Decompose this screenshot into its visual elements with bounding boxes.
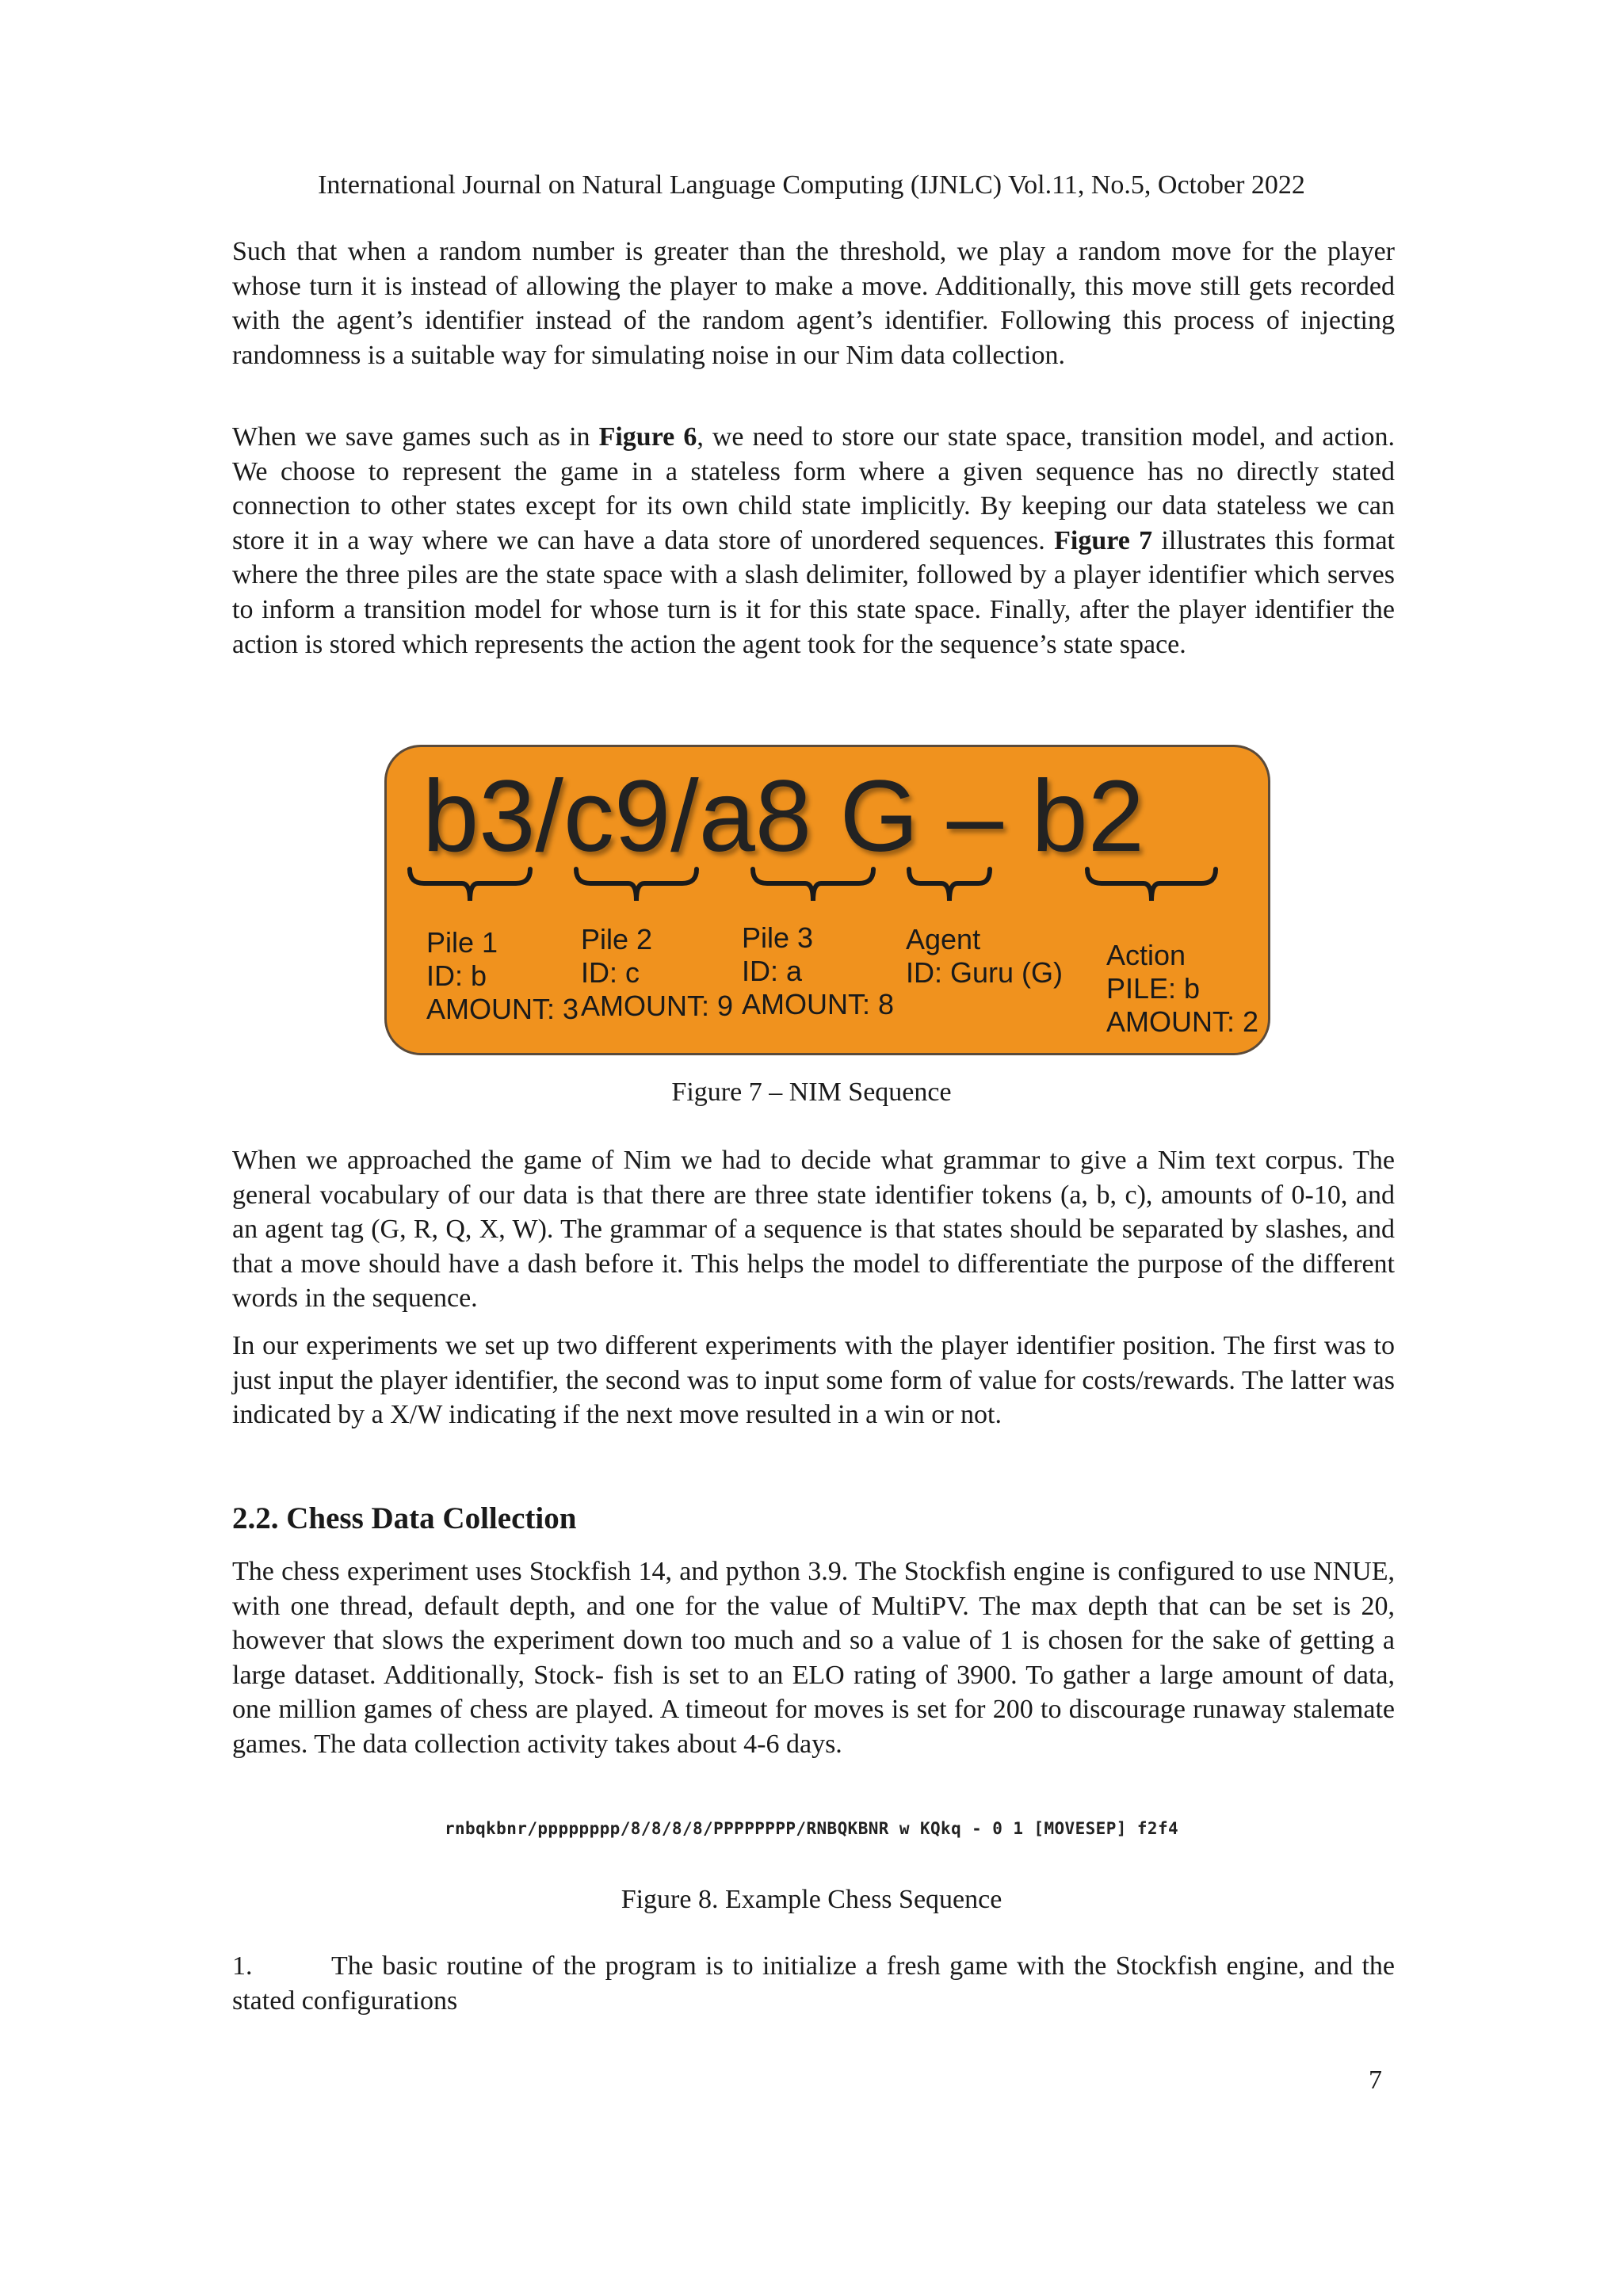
- label-id: ID: Guru (G): [906, 956, 1064, 989]
- figure-7-caption: Figure 7 – NIM Sequence: [671, 1077, 952, 1107]
- list-text: The basic routine of the program is to initialize a fresh game with the Stockfish engine, and the stated configurations: [232, 1951, 1395, 2016]
- brace-icon: [1084, 866, 1219, 907]
- paragraph-text: When we save games such as in: [232, 422, 599, 452]
- figure-8-caption: Figure 8. Example Chess Sequence: [621, 1885, 1002, 1914]
- nim-sequence-figure: [384, 745, 1270, 1055]
- label-pile-1: [426, 926, 579, 1026]
- list-item: [232, 1949, 1395, 2018]
- label-title: Pile 3: [742, 921, 814, 954]
- page-number: 7: [1369, 2065, 1382, 2095]
- label-id: ID: a: [742, 955, 803, 987]
- label-agent: [906, 923, 1063, 990]
- label-title: Pile 2: [581, 923, 653, 955]
- brace-icon: [906, 866, 993, 907]
- chess-sequence-figure: rnbqkbnr/pppppppp/8/8/8/8/PPPPPPPP/RNBQKBNR w KQkq - 0 1 [MOVESEP] f2f4: [444, 1819, 1179, 1838]
- list-number: 1.: [232, 1951, 253, 1981]
- label-title: Action: [1106, 939, 1186, 971]
- label-pile: PILE: b: [1106, 972, 1201, 1005]
- brace-icon: [573, 866, 700, 907]
- brace-icon: [750, 866, 876, 907]
- paragraph-stateless-format: [232, 420, 1395, 662]
- label-pile-3: [742, 921, 894, 1021]
- label-amount: AMOUNT: 8: [742, 988, 895, 1020]
- paragraph-text: illustrates this format where the three piles are the state space with a slash delimiter, followed by a player identifier which serves to inform a transition model for whose turn is it for this state space. Finally, after the player identifier the action is stored which represents the action the agent took for the sequence’s state space.: [232, 525, 1395, 659]
- paragraph-text: , we need to store our state space, transition model, and action. We choose to represent the game in a stateless form where a given sequence has no directly stated connection to other states except for its own child state implicitly. By keeping our data stateless we can store it in a way where we can have a data store of unordered sequences.: [232, 422, 1395, 555]
- label-amount: AMOUNT: 9: [581, 990, 734, 1022]
- brace-icon: [407, 866, 533, 907]
- paragraph-grammar: When we approached the game of Nim we had to decide what grammar to give a Nim text corpus. The general vocabulary of our data is that there are three state identifier tokens (a, b, c), amounts of 0-10, and an agent tag (G, R, Q, X, W). The grammar of a sequence is that states should be separated by slashes, and that a move should have a dash before it. This helps the model to differentiate the purpose of the different words in the sequence.: [232, 1146, 1395, 1314]
- label-action: [1106, 939, 1258, 1039]
- paragraph-experiments: In our experiments we set up two different experiments with the player identifier position. The first was to just input the player identifier, the second was to input some form of value for costs/rewards. The latter was indicated by a X/W indicating if the next move resulted in a win or not.: [232, 1331, 1395, 1430]
- section-heading: 2.2. Chess Data Collection: [232, 1501, 577, 1535]
- label-amount: AMOUNT: 2: [1106, 1005, 1259, 1038]
- label-id: ID: c: [581, 956, 640, 989]
- label-amount: AMOUNT: 3: [426, 993, 579, 1025]
- paragraph-randomness: Such that when a random number is greater than the threshold, we play a random move for the player whose turn it is instead of allowing the player to make a move. Additionally, this move still gets recorded with the agent’s identifier instead of the random agent’s identifier. Following this process of injecting randomness is a suitable way for simulating noise in our Nim data collection.: [232, 237, 1395, 370]
- nim-sequence-text: b3/c9/a8 G – b2: [422, 760, 1144, 873]
- label-pile-2: [581, 923, 733, 1023]
- label-title: Pile 1: [426, 926, 498, 959]
- label-title: Agent: [906, 923, 981, 955]
- figure-reference: Figure 7: [1054, 525, 1153, 555]
- label-id: ID: b: [426, 959, 487, 992]
- journal-header: International Journal on Natural Language Computing (IJNLC) Vol.11, No.5, October 2022: [318, 170, 1305, 200]
- paragraph-chess: The chess experiment uses Stockfish 14, and python 3.9. The Stockfish engine is configured to use NNUE, with one thread, default depth, and one for the value of MultiPV. The max depth that can be set is 20, however that slows the experiment down too much and so a value of 1 is chosen for the sake of getting a large dataset. Additionally, Stock- fish is set to an ELO rating of 3900. To gather a large amount of data, one million games of chess are played. A timeout for moves is set for 200 to discourage runaway stalemate games. The data collection activity takes about 4-6 days.: [232, 1557, 1395, 1759]
- figure-reference: Figure 6: [598, 422, 697, 452]
